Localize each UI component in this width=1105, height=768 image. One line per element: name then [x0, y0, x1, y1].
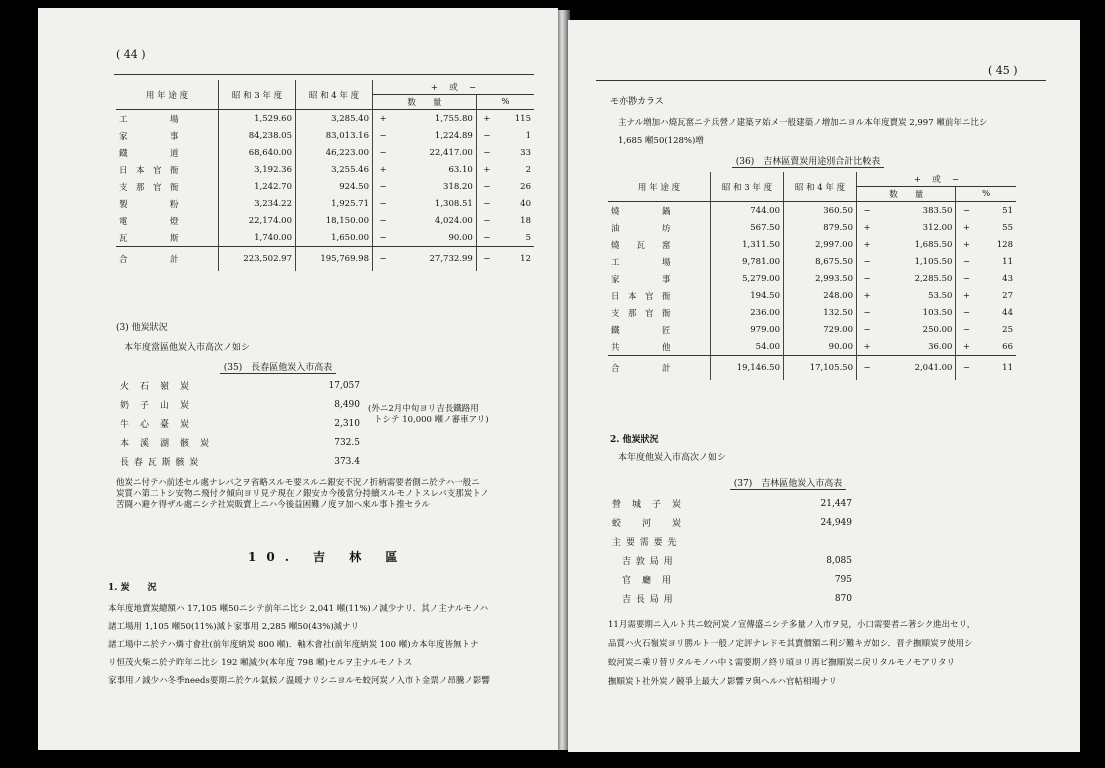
cell-y4: 8,675.50	[784, 253, 857, 270]
corner-header	[608, 172, 711, 202]
table-row	[608, 236, 1016, 253]
cell-sign: −	[857, 321, 878, 338]
col-y4: 昭 和 4 年 度	[784, 172, 857, 202]
cell-sign: −	[857, 253, 878, 270]
corner-right: 度	[671, 182, 681, 193]
row-label: 支 那 官 衙	[611, 308, 671, 319]
list-item	[612, 570, 852, 589]
cell-y3: 744.00	[711, 202, 784, 220]
cell-pct: 26	[520, 181, 531, 192]
list-note: トシテ 10,000 噸ノ審車アリ)	[374, 415, 489, 425]
cell-qty: 4,024.00	[434, 215, 473, 226]
cell-sign: −	[373, 195, 394, 212]
list-item	[612, 532, 852, 551]
cell-qty: 2,041.00	[877, 356, 956, 381]
table-row	[608, 253, 1016, 270]
cell-y4: 729.00	[784, 321, 857, 338]
list-value: 2,310	[334, 418, 360, 429]
cell-sign: +	[476, 161, 497, 178]
table-row	[116, 195, 534, 212]
cell-pct: 12	[497, 247, 534, 272]
cell-pct: 11	[1002, 256, 1013, 267]
cell-y3: 1,740.00	[219, 229, 296, 247]
cell-sign: +	[956, 287, 977, 304]
row-label: 瓦 斯	[119, 233, 179, 244]
cell-pct: 18	[520, 215, 531, 226]
table-row	[608, 287, 1016, 304]
row-label: 燒 瓦 窰	[611, 240, 671, 251]
cell-pct: 44	[1002, 307, 1013, 318]
list-item	[612, 494, 852, 513]
list-value: 17,057	[328, 380, 360, 391]
table-row	[116, 127, 534, 144]
col-qty: 数 量	[373, 95, 477, 110]
cell-y3: 236.00	[711, 304, 784, 321]
list-label: 吉 長 局 用	[612, 595, 674, 605]
cell-sign: +	[857, 236, 878, 253]
consumption-table	[608, 172, 1016, 380]
section-title: 2. 他炭狀況	[610, 435, 659, 445]
list-label: 官 廳 用	[612, 576, 673, 586]
cell-sign: −	[373, 212, 394, 229]
caption-text: (37) 吉林區他炭入市高表	[730, 479, 846, 490]
list-value: 870	[834, 593, 852, 604]
row-label: 鐵 匠	[611, 325, 671, 336]
caption-text: (35) 長春區他炭入市高表	[220, 363, 336, 374]
cell-sign: +	[857, 219, 878, 236]
row-label: 工 場	[611, 257, 671, 268]
list-item	[120, 433, 360, 452]
cell-y3: 3,192.36	[219, 161, 296, 178]
cell-sign: +	[476, 110, 497, 128]
cell-y3: 84,238.05	[219, 127, 296, 144]
cell-y4: 90.00	[784, 338, 857, 356]
cell-sign: +	[373, 110, 394, 128]
cell-qty: 90.00	[448, 232, 473, 243]
text-line: 主ナル増加ハ燒瓦窰ニテ兵營ノ建築ヲ始メ一般建築ノ増加ニヨル本年度賣炭 2,997 噸前年ニ比シ	[618, 118, 988, 128]
list-item	[120, 395, 360, 414]
row-label: 製 粉	[119, 199, 179, 210]
text-line: 11月需要期ニ入ルト共ニ蛟河炭ノ宣傳盛ニシテ多量ノ入市ヲ見，小口需要者ニ著シク進出セリ，	[608, 620, 976, 630]
table-total-row	[116, 247, 534, 272]
cell-pct: 40	[520, 198, 531, 209]
cell-pct: 27	[1002, 290, 1013, 301]
row-label: 油 坊	[611, 223, 671, 234]
cell-sign: −	[956, 202, 977, 220]
subsection-title: 1. 炭 況	[108, 583, 157, 593]
section-heading: 10. 吉 林 區	[248, 550, 408, 564]
paragraph	[116, 478, 489, 511]
cell-sign: +	[373, 161, 394, 178]
cell-y4: 3,255.46	[296, 161, 373, 178]
cell-y3: 68,640.00	[219, 144, 296, 161]
cell-y3: 194.50	[711, 287, 784, 304]
row-label: 共 他	[611, 342, 671, 353]
cell-y3: 9,781.00	[711, 253, 784, 270]
col-diff: + 或 −	[857, 172, 1017, 187]
cell-y3: 567.50	[711, 219, 784, 236]
cell-sign: +	[956, 219, 977, 236]
cell-sign: +	[956, 338, 977, 356]
section-intro: 本年度他炭入市高次ノ如シ	[618, 453, 727, 463]
table-caption-36	[698, 154, 918, 167]
list-label: 長 春 瓦 斯 骸 炭	[120, 458, 200, 468]
table-row	[608, 219, 1016, 236]
table-row	[608, 270, 1016, 287]
text-line: 他炭ニ付テハ前述セル處ナレバ之ヲ省略スルモ要スルニ銀安不況ノ折柄需要者側ニ於テハ一般ニ	[116, 478, 480, 488]
cell-y4: 248.00	[784, 287, 857, 304]
list-label: 本 溪 湖 骸 炭	[120, 439, 211, 449]
cell-y4: 879.50	[784, 219, 857, 236]
table-caption-35	[198, 360, 358, 373]
row-label: 工 場	[119, 114, 179, 125]
corner-top: 年	[157, 90, 166, 101]
import-list-35	[120, 376, 360, 471]
list-note: (外ニ2月中旬ヨリ吉長鐵路用	[368, 404, 479, 414]
cell-y3: 1,529.60	[219, 110, 296, 128]
row-label: 燒 鍋	[611, 206, 671, 217]
list-label: 蛟 河 炭	[612, 519, 683, 529]
cell-y4: 195,769.98	[296, 247, 373, 272]
consumption-table	[116, 80, 534, 271]
cell-qty: 318.20	[443, 181, 473, 192]
cell-qty: 63.10	[448, 164, 473, 175]
cell-y3: 19,146.50	[711, 356, 784, 381]
text-line: 撫順炭ト社外炭ノ競爭上最大ノ影響ヲ與ヘルハ官帖相場ナリ	[608, 677, 837, 687]
row-label: 鐡 道	[119, 148, 179, 159]
page-number: ( 44 )	[116, 48, 146, 61]
cell-sign: −	[956, 270, 977, 287]
row-label: 合 計	[116, 247, 219, 272]
cell-pct: 115	[514, 113, 531, 124]
cell-y3: 1,311.50	[711, 236, 784, 253]
cell-y3: 979.00	[711, 321, 784, 338]
cell-y3: 3,234.22	[219, 195, 296, 212]
cell-qty: 250.00	[922, 324, 953, 335]
table-row	[608, 202, 1016, 220]
corner-mid: 途	[660, 182, 669, 193]
table-total-row	[608, 356, 1016, 381]
cell-sign: −	[956, 321, 977, 338]
cell-qty: 1,308.51	[434, 198, 473, 209]
cell-sign: −	[476, 144, 497, 161]
list-label: 火 石 嶺 炭	[120, 382, 191, 392]
cell-y4: 132.50	[784, 304, 857, 321]
col-pct: %	[476, 95, 534, 110]
list-item	[120, 376, 360, 395]
list-label: 營 城 子 炭	[612, 500, 683, 510]
table-row	[116, 161, 534, 178]
text-line: 諸工場中ニ於テハ燐寸會社(前年度納炭 800 噸)．軸木會社(前年度納炭 100 噸)カ本年度皆無トナ	[108, 640, 479, 650]
cell-sign: −	[476, 229, 497, 247]
cell-y4: 360.50	[784, 202, 857, 220]
cell-sign: −	[373, 178, 394, 195]
paragraph	[618, 114, 987, 150]
corner-mid: 途	[168, 90, 177, 101]
cell-sign: −	[476, 127, 497, 144]
cell-pct: 51	[1002, 205, 1013, 216]
cell-y3: 5,279.00	[711, 270, 784, 287]
row-label: 家 事	[611, 274, 671, 285]
cell-sign: −	[476, 195, 497, 212]
col-qty: 数 量	[857, 187, 956, 202]
cell-y4: 924.50	[296, 178, 373, 195]
cell-y3: 223,502.97	[219, 247, 296, 272]
cell-qty: 36.00	[928, 341, 953, 352]
corner-top: 年	[649, 182, 658, 193]
header-rule	[596, 80, 1046, 81]
paragraph	[108, 600, 490, 690]
left-page	[38, 8, 558, 750]
cell-qty: 1,105.50	[914, 256, 953, 267]
table-row	[608, 338, 1016, 356]
cell-sign: +	[956, 236, 977, 253]
cell-sign: −	[956, 356, 977, 381]
cell-y4: 3,285.40	[296, 110, 373, 128]
list-item	[120, 414, 360, 433]
cell-qty: 312.00	[922, 222, 953, 233]
list-item	[612, 589, 852, 608]
cell-pct: 2	[525, 164, 531, 175]
text-line: 諸工場用 1,105 噸50(11%)減ト家事用 2,285 噸50(43%)減ナリ	[108, 622, 360, 632]
table-row	[608, 321, 1016, 338]
list-label: 吉 敦 局 用	[612, 557, 674, 567]
row-label: 合 計	[608, 356, 711, 381]
list-value: 732.5	[334, 437, 360, 448]
cell-sign: −	[373, 229, 394, 247]
text-line: 炭質ハ第二トシ安物ニ飛付ク傾向ヨリ見テ現在ノ銀安カ今後當分持續スルモノトスレバ支那炭トノ	[116, 489, 489, 499]
cell-qty: 1,224.89	[434, 130, 473, 141]
cell-sign: −	[476, 212, 497, 229]
cell-sign: −	[857, 304, 878, 321]
text-line: 1,685 噸50(128%)増	[618, 136, 704, 146]
cell-pct: 11	[976, 356, 1016, 381]
table-row	[116, 110, 534, 128]
cell-sign: +	[857, 287, 878, 304]
list-value: 8,490	[334, 399, 360, 410]
cell-y4: 1,925.71	[296, 195, 373, 212]
cell-sign: −	[476, 247, 497, 272]
cell-y4: 2,997.00	[784, 236, 857, 253]
cell-qty: 22,417.00	[429, 147, 473, 158]
list-label: 主 要 需 要 先	[612, 538, 678, 548]
col-y4: 昭 和 4 年 度	[296, 80, 373, 110]
cell-pct: 33	[520, 147, 531, 158]
top-line: モ亦尠カラス	[610, 97, 664, 107]
list-value: 21,447	[820, 498, 852, 509]
table-row	[116, 212, 534, 229]
cell-sign: −	[857, 356, 878, 381]
import-list-37	[612, 494, 852, 608]
table-row	[608, 304, 1016, 321]
cell-pct: 43	[1002, 273, 1013, 284]
list-value: 373.4	[334, 456, 360, 467]
cell-pct: 128	[996, 239, 1013, 250]
text-line: 品質ハ火石嶺炭ヨリ勝ルト一般ノ定評ナレドモ其賣價額ニ利ジ難キガ如シ．晋テ撫順炭ヲ使用シ	[608, 639, 973, 649]
row-label: 電 燈	[119, 216, 179, 227]
cell-sign: −	[956, 253, 977, 270]
col-diff: + 或 −	[373, 80, 535, 95]
col-pct: %	[956, 187, 1016, 202]
row-label: 日 本 官 衙	[119, 165, 179, 176]
cell-y4: 1,650.00	[296, 229, 373, 247]
page-number: ( 45 )	[988, 64, 1018, 77]
list-item	[612, 551, 852, 570]
list-label: 牛 心 臺 炭	[120, 420, 191, 430]
header-rule	[114, 74, 534, 75]
cell-qty: 2,285.50	[914, 273, 953, 284]
table-caption-37	[708, 476, 868, 489]
table-row	[116, 144, 534, 161]
section-intro: 本年度當區他炭入市高次ノ如シ	[124, 343, 251, 353]
list-label: 奶 子 山 炭	[120, 401, 191, 411]
caption-text: (36) 吉林區賣炭用途別合計比較表	[732, 157, 884, 168]
cell-pct: 1	[525, 130, 531, 141]
section-title: (3) 他炭狀況	[116, 323, 168, 333]
cell-pct: 55	[1002, 222, 1013, 233]
cell-sign: −	[857, 270, 878, 287]
list-item	[612, 513, 852, 532]
row-label: 支 那 官 衙	[119, 182, 179, 193]
cell-y4: 2,993.50	[784, 270, 857, 287]
cell-y4: 17,105.50	[784, 356, 857, 381]
cell-sign: −	[956, 304, 977, 321]
right-page	[568, 20, 1080, 752]
cell-y3: 1,242.70	[219, 178, 296, 195]
cell-sign: −	[373, 127, 394, 144]
corner-right: 度	[179, 90, 189, 101]
list-value: 8,085	[826, 555, 852, 566]
col-y3: 昭 和 3 年 度	[219, 80, 296, 110]
text-line: 蛟河炭ニ乘リ替リタルモノハ中〻需要期ノ終リ頃ヨリ再ビ撫順炭ニ戻リタルモノモアリタリ	[608, 658, 955, 668]
corner-left: 用	[145, 90, 155, 101]
cell-pct: 25	[1002, 324, 1013, 335]
cell-y4: 46,223.00	[296, 144, 373, 161]
table-row	[116, 229, 534, 247]
cell-y3: 54.00	[711, 338, 784, 356]
cell-y4: 83,013.16	[296, 127, 373, 144]
table-row	[116, 178, 534, 195]
text-line: リ恒茂火柴ニ於テ昨年ニ比シ 192 噸減少(本年度 798 噸)セルヲ主ナルモノトス	[108, 658, 413, 668]
text-line: 苦闘ハ避ケ得ザル處ニシテ社炭販賣上ニハ今後益困難ノ度ヲ加ヘ來ル事ト推セラル	[116, 500, 430, 510]
paragraph	[608, 616, 975, 692]
list-item	[120, 452, 360, 471]
cell-qty: 103.50	[922, 307, 953, 318]
corner-header	[116, 80, 219, 110]
row-label: 日 本 官 衙	[611, 291, 671, 302]
cell-qty: 383.50	[922, 205, 953, 216]
cell-qty: 27,732.99	[393, 247, 476, 272]
cell-sign: +	[857, 338, 878, 356]
col-y3: 昭 和 3 年 度	[711, 172, 784, 202]
cell-sign: −	[857, 202, 878, 220]
text-line: 家事用ノ減少ハ冬季needs要期ニ於ケル氣候ノ温暖ナリシニヨルモ蛟河炭ノ入市ト金票ノ昂騰ノ影響	[108, 676, 490, 686]
cell-qty: 1,685.50	[914, 239, 953, 250]
row-label: 家 事	[119, 131, 179, 142]
cell-y4: 18,150.00	[296, 212, 373, 229]
cell-sign: −	[373, 144, 394, 161]
cell-pct: 5	[525, 232, 531, 243]
cell-sign: −	[373, 247, 394, 272]
cell-y3: 22,174.00	[219, 212, 296, 229]
list-value: 795	[834, 574, 852, 585]
cell-pct: 66	[1002, 341, 1013, 352]
cell-qty: 53.50	[928, 290, 953, 301]
list-value: 24,949	[820, 517, 852, 528]
cell-sign: −	[476, 178, 497, 195]
corner-left: 用	[637, 182, 647, 193]
cell-qty: 1,755.80	[434, 113, 473, 124]
text-line: 本年度地賣炭總額ハ 17,105 噸50ニシテ前年ニ比シ 2,041 噸(11%)ノ減少ナリ．其ノ主ナルモノハ	[108, 604, 489, 614]
